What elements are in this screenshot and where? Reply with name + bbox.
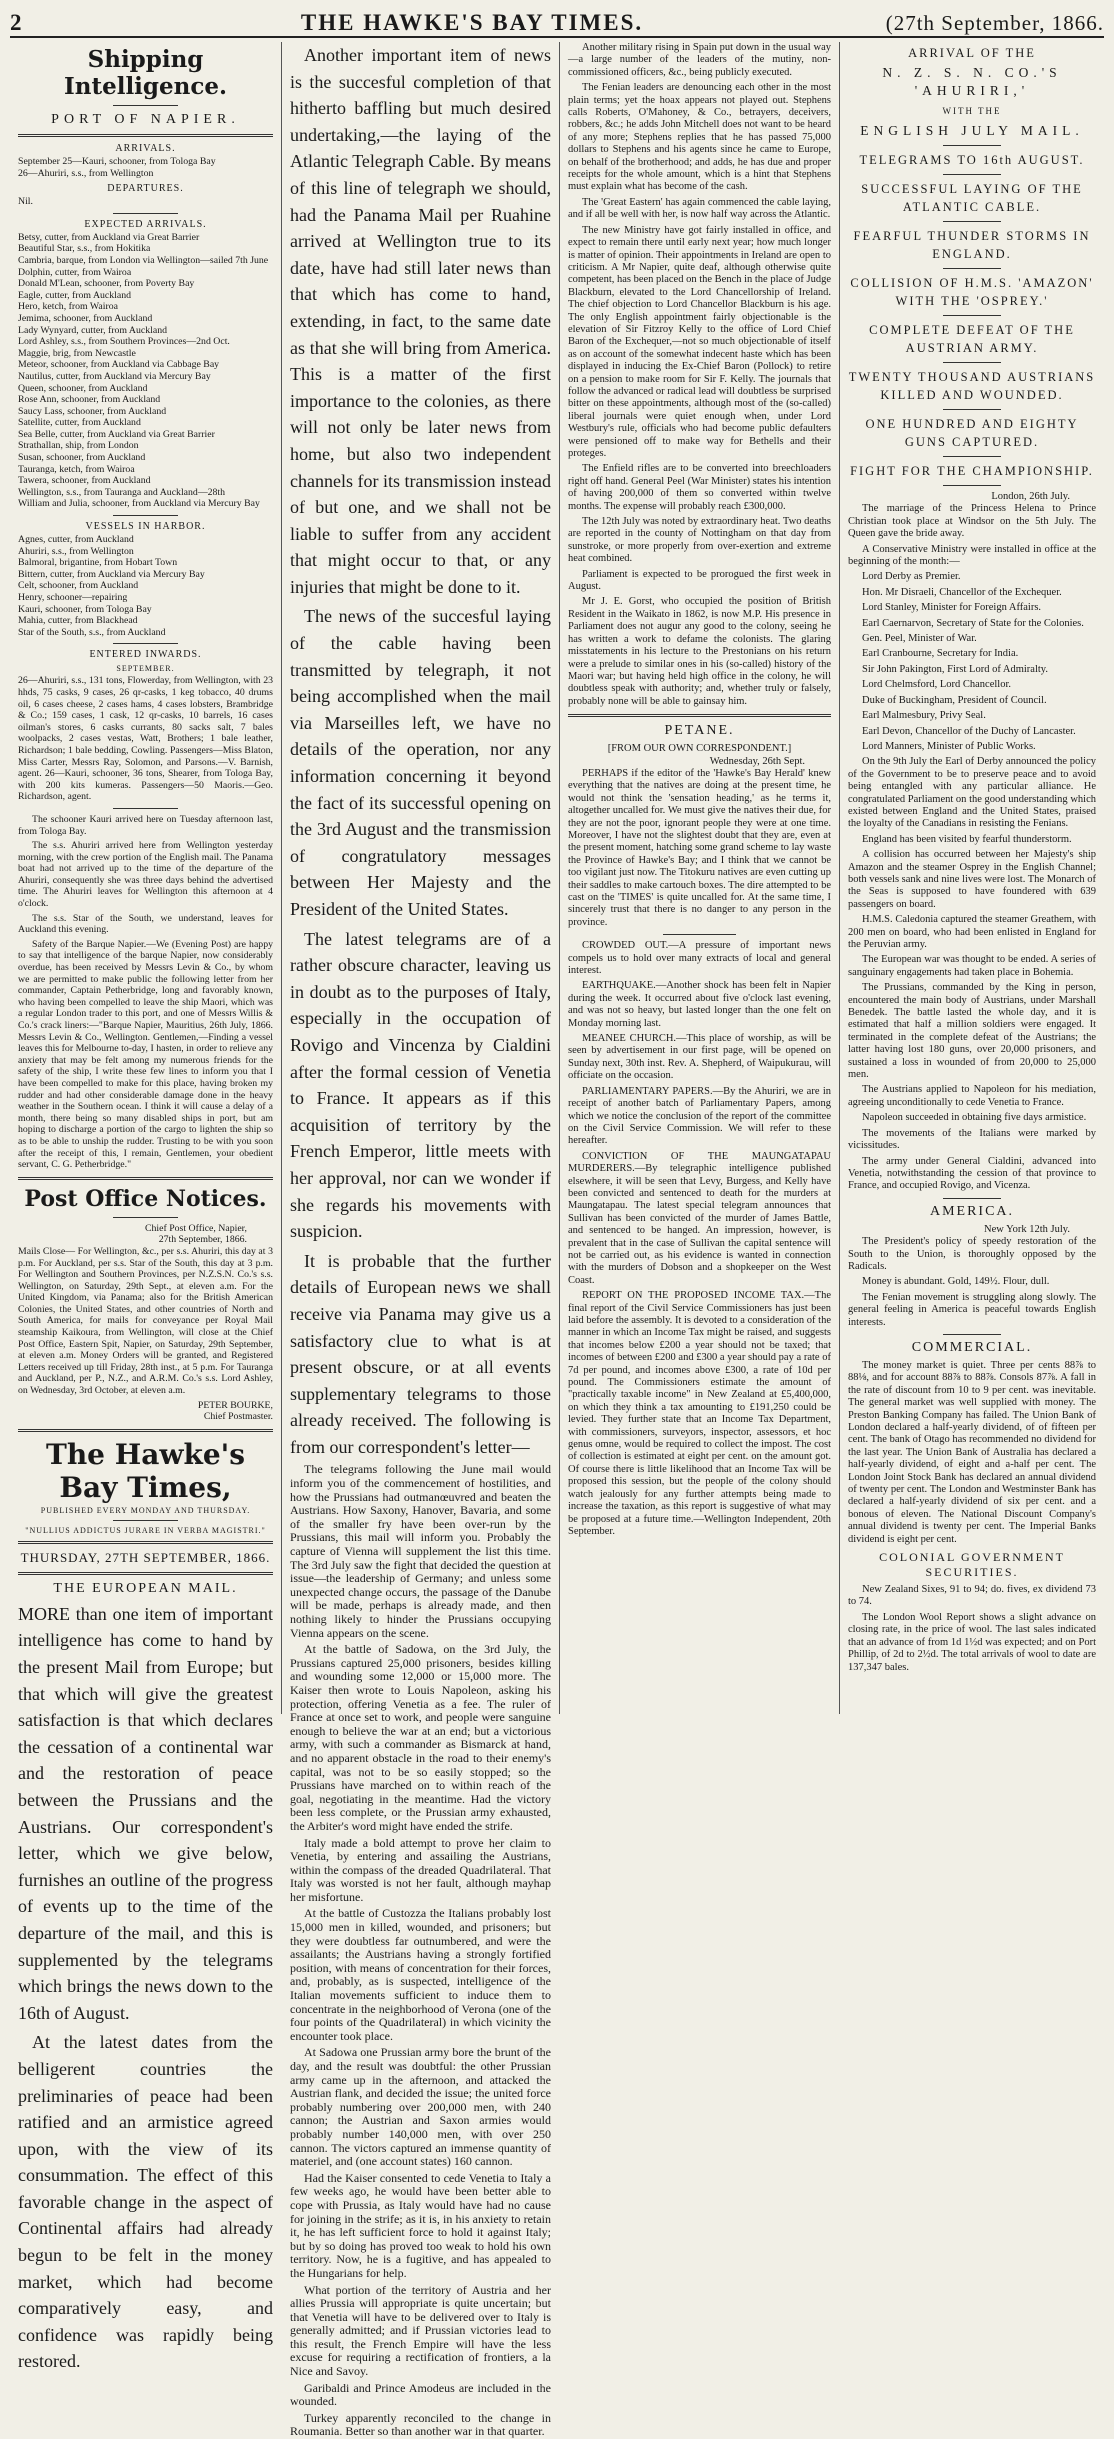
list-item: Henry, schooner—repairing xyxy=(18,592,128,603)
divider xyxy=(943,362,1001,363)
list-item: Dolphin, cutter, from Wairoa xyxy=(18,266,132,278)
post-office-location: Chief Post Office, Napier, xyxy=(145,1222,247,1234)
post-office-date: 27th September, 1866. xyxy=(158,1234,247,1246)
divider xyxy=(943,315,1001,316)
list-item: Satellite, cutter, from Auckland xyxy=(18,417,141,429)
editorial-title: THE EUROPEAN MAIL. xyxy=(53,1580,238,1596)
divider xyxy=(943,456,1001,457)
news-paragraph: Earl Caernarvon, Secretary of State for the Colonies. xyxy=(862,617,1084,629)
editorial-paragraph: It is probable that the further details of European news we shall receive via Panama may give us a satisfactory clue to what is at present obscure, or at all events supplementary telegrams to those already received. The following is from our correspondent's letter— xyxy=(290,1250,551,1457)
divider xyxy=(943,145,1001,146)
note-paragraph: The s.s. Ahuriri arrived here from Wellington yesterday morning, with the crew portion of the English mail. The Panama boat had not arrived up to the time of the departure of the Ahuriri, consequently she was three days behind the advertised time. The Ahuriri leaves for Wellington this afternoon at 4 o'clock. xyxy=(18,840,273,910)
list-item: Beautiful Star, s.s., from Hokitika xyxy=(18,243,151,255)
mail-heading: FEARFUL THUNDER STORMS IN ENGLAND. xyxy=(853,229,1091,261)
news-paragraph: The Prussians, commanded by the King in person, encountered the main body of Austrians, under Marshall Benedek. The battle lasted the whole day, and it is estimated that half a million soldiers were engaged. It terminated in the complete defeat of the Austrians; the latter having lost 180 guns, over 20,000 prisoners, and sustained a loss in wounded of from 20,000 to 25,000 men. xyxy=(848,982,1096,1081)
divider xyxy=(113,1520,178,1521)
divider xyxy=(18,1572,273,1575)
note-paragraph: The schooner Kauri arrived here on Tuesday afternoon last, from Tologa Bay. xyxy=(18,813,273,837)
letter-paragraph: At Sadowa one Prussian army bore the brunt of the day, and the result was doubtful: the other Prussian army came up in the afternoon, and attacked the Austrian flank, and decided the issue; the united force probably numbering over 200,000 men, with 240 cannon; the Austrian and Saxon armies would probably number 140,000 men, with over 250 cannon. The victors captured an immense quantity of materiel, and (one account states) 160 cannon. xyxy=(290,2045,551,2169)
list-item: Eagle, cutter, from Auckland xyxy=(18,289,132,301)
entered-heading: ENTERED INWARDS. xyxy=(89,649,202,661)
list-item: Wellington, s.s., from Tauranga and Auckland—28th xyxy=(18,486,226,498)
list-item: Celt, schooner, from Auckland xyxy=(18,580,139,592)
list-item: Strathallan, ship, from London xyxy=(18,440,139,452)
mail-heading: ARRIVAL OF THE xyxy=(908,46,1036,60)
mail-heading: COLLISION OF H.M.S. 'AMAZON' WITH THE 'OSPREY.' xyxy=(850,276,1094,308)
news-paragraph: The marriage of the Princess Helena to Prince Christian took place at Windsor on the 5th July. The Queen gave the bride away. xyxy=(848,503,1096,540)
letter-paragraph: Italy made a bold attempt to prove her claim to Venetia, by entering and assailing the Austrians, within the compass of the dreaded Quadrilateral. That Italy was worsted is not her fault, although mayhap her misfortune. xyxy=(290,1835,551,1904)
news-paragraph: H.M.S. Caledonia captured the steamer Greathem, with 200 men on board, who had been enlisted in England for the Peruvian army. xyxy=(848,914,1096,950)
news-paragraph: The new Ministry have got fairly installed in office, and expect to remain there until early next year; how much longer is matter of opinion. Their appointments in Ireland are open to criticism. A Mr Napier, quite deaf, although otherwise quite competent, has been placed on the Bench in the place of Judge Blackburn, elevated to the Lord Chancellorship of Ireland. The chief objection to Lord Chancellor Blackburn is his age. The only English appointment fairly objectionable is the elevation of Sir Fitzroy Kelly to the office of Lord Chief Baron of the Exchequer,—not so much objectionable of itself as on account of the somewhat indecent haste which has been displayed in inducing the Ex-Chief Baron (Pollock) to retire on a pension to make room for Sir F. Kelly. The journals that follow the advanced or radical lead will doubtless be surprised bitter on these appointments, although most of the (so-called) liberal journals were quiet enough when, under Lord Westbury's rule, officials who had become public defaulters were pensioned off to make way for Bethells and their proteges. xyxy=(568,224,831,459)
arrivals-heading: ARRIVALS. xyxy=(115,143,176,154)
entered-text: 26—Ahuriri, s.s., 131 tons, Flowerday, from Wellington, with 23 hhds, 75 casks, 9 cases, 26 qr-casks, 1 keg tobacco, 40 drums oil, 6 cases cheese, 2 cases hams, 4 cases lobsters, Brambridge & Co.; 159 cases, 1 cask, 12 qr-casks, 10 barrels, 16 cases oilman's stores, 6 casks currants, 80 sacks salt, 7 bales woolpacks, 2 cases vestas, Watt, Brothers; 1 bale leather, Richardson; 1 bale bedding, Cowling. Passengers—Miss Blaton, Miss Carter, Messrs Ray, Solomon, and Parsons.—V. Barnish, agent. 26—Kauri, schooner, 36 tons, Shearer, from Tologa Bay, with 200 kits kumeras. Passengers—50 Maoris.—Geo. Richardson, agent. xyxy=(18,675,273,803)
shipping-heading: Shipping Intelligence. xyxy=(63,46,228,100)
list-item: Betsy, cutter, from Auckland via Great Barrier xyxy=(18,231,200,243)
divider xyxy=(113,643,178,644)
list-item: Jemima, schooner, from Auckland xyxy=(18,312,153,324)
list-item: Lady Wynyard, cutter, from Auckland xyxy=(18,324,168,336)
mail-heading: TWENTY THOUSAND AUSTRIANS KILLED AND WOUNDED. xyxy=(848,370,1096,402)
letter-paragraph: Turkey apparently reconciled to the change in Roumania. Better so than another war in that quarter. xyxy=(290,2410,551,2439)
news-paragraph: Parliament is expected to be prorogued the first week in August. xyxy=(568,568,831,593)
news-paragraph: Lord Stanley, Minister for Foreign Affairs. xyxy=(862,602,1042,614)
editorial-paragraph: Another important item of news is the succesful completion of that hitherto baffling but much desired undertaking,—the laying of the Atlantic Telegraph Cable. By means of this line of telegraph we should, had the Panama Mail per Ruahine arrived at Wellington true to its date, have had still later news than that which has come to hand, extending, in fact, to the same date as that she will bring from America. This is a matter of the first importance to the colonies, as there will not only be later news from home, but also two independent channels for its transmission instead of but one, and we shall not be liable to suffer from any accident that might occur to that, or any injuries that might be done to it. xyxy=(290,45,551,597)
list-item: Donald M'Lean, schooner, from Poverty Bay xyxy=(18,278,195,290)
port-heading: PORT OF NAPIER. xyxy=(51,112,240,127)
divider xyxy=(943,174,1001,175)
mail-heading: SUCCESSFUL LAYING OF THE ATLANTIC CABLE. xyxy=(861,182,1083,214)
local-paragraph: PARLIAMENTARY PAPERS.—By the Ahuriri, we are in receipt of another batch of Parliamentary Papers, among which we notice the conclusion of the report of the committee on the Civil Service Commission. We will refer to these hereafter. xyxy=(568,1085,831,1147)
list-item: Saucy Lass, schooner, from Auckland xyxy=(18,405,167,417)
america-date: New York 12th July. xyxy=(984,1223,1070,1235)
list-item: Star of the South, s.s., from Auckland xyxy=(18,626,166,638)
list-item: Tawera, schooner, from Auckland xyxy=(18,475,151,487)
news-paragraph: The European war was thought to be ended. A series of sanguinary engagements had taken place in Bohemia. xyxy=(848,954,1096,978)
local-paragraph: EARTHQUAKE.—Another shock has been felt in Napier during the week. It occurred about five o'clock last evening, and was not so heavy, but lasted longer than the one felt on Monday morning last. xyxy=(568,980,831,1029)
commercial-heading: COMMERCIAL. xyxy=(911,1339,1033,1355)
masthead xyxy=(10,4,1104,38)
news-paragraph: Money is abundant. Gold, 149½. Flour, dull. xyxy=(862,1276,1050,1288)
departures-value: Nil. xyxy=(18,196,33,208)
column-2 xyxy=(282,42,560,2439)
list-item: Tauranga, ketch, from Wairoa xyxy=(18,463,135,475)
divider xyxy=(18,1541,273,1544)
news-paragraph: A Conservative Ministry were installed in office at the beginning of the month:— xyxy=(848,543,1096,568)
column-4 xyxy=(840,42,1104,1714)
mail-heading: FIGHT FOR THE CHAMPIONSHIP. xyxy=(850,464,1094,478)
arrivals-list xyxy=(18,156,273,179)
list-item: Cambria, barque, from London via Wellington—sailed 7th June xyxy=(18,254,269,266)
america-news xyxy=(848,1236,1096,1329)
divider xyxy=(943,1334,1001,1335)
paper-title: The Hawke's Bay Times, xyxy=(45,1437,245,1504)
local-news xyxy=(568,940,831,1538)
list-item: Nautilus, cutter, from Auckland via Mercury Bay xyxy=(18,370,211,382)
news-paragraph: The Austrians applied to Napoleon for his mediation, agreeing unconditionally to cede Venetia to France. xyxy=(848,1084,1096,1108)
news-paragraph: Earl Malmesbury, Privy Seal. xyxy=(862,710,986,722)
news-paragraph: The 12th July was noted by extraordinary heat. Two deaths are reported in the county of Nottingham on that day from sunstroke, or more properly from over-exertion and extreme heat combined. xyxy=(568,516,831,565)
list-item: Lord Ashley, s.s., from Southern Provinces—2nd Oct. xyxy=(18,336,230,348)
news-paragraph: The Enfield rifles are to be converted into breechloaders right off hand. General Peel (War Minister) states his intention of having 200,000 of them so converted within twelve months. The expense will probably reach £300,000. xyxy=(568,463,831,512)
paper-dateline: THURSDAY, 27TH SEPTEMBER, 1866. xyxy=(20,1549,271,1565)
letter-paragraph: Garibaldi and Prince Amodeus are included in the wounded. xyxy=(290,2380,551,2409)
letter-paragraph: At the battle of Sadowa, on the 3rd July, the Prussians captured 25,000 prisoners, besides killing and wounding some 12,000 or 15,000 more. The Kaiser then wrote to Louis Napoleon, asking his protection, offering Venetia as a fee. The ruler of France at once set to work, and people were sanguine enough to believe the war at an end; but a victorious army, with such a commander as Bismarck at hand, and no apparent obstacle in the road to their enemy's capital, was not to be so easily stopped; so the Prussians have marched on to within reach of the goal, negotiating in the meantime. Had the victory been less complete, or the Prussian army exhausted, the Arbiter's word might have ended the strife. xyxy=(290,1642,551,1833)
list-item: Agnes, cutter, from Auckland xyxy=(18,534,134,546)
news-paragraph: Lord Manners, Minister of Public Works. xyxy=(862,740,1036,752)
harbour-heading: VESSELS IN HARBOR. xyxy=(85,521,206,533)
commercial-text: The money market is quiet. Three per cents 88⅞ to 88⅛, and for account 88⅞ to 88⅞. Consols 87⅞. A fall in the rate of discount from 10 to 9 per cent. was inevitable. The general market was well supplied with money. The Preston Banking Company has failed. The Union Bank of London declared a half-yearly dividend, of of fifteen per cent. The bank of Otago has recommended no dividend for the last year. The Union Bank of Australia has declared a half-yearly dividend, of eight and a-half per cent. The London Joint Stock Bank has declared an annual dividend of twenty per cent. The London and Westminster Bank has declared a half-yearly dividend of six per cent. and a bonous of eleven. The National Discount Company's annual dividend is twenty per cent. The Imperial Banks dividend is eight per cent. xyxy=(848,1359,1096,1545)
editorial-paragraph: MORE than one item of important intelligence has come to hand by the present Mail from Europe; but that which will give the greatest satisfaction is that which declares the cessation of a continental war and the restoration of peace between the Prussians and the Austrians. Our correspondent's letter, which we give below, furnishes an outline of the progress of events up to the time of the departure of the mail, and this is supplemented by the telegrams which brings the news down to the 16th of August. xyxy=(18,1603,273,2023)
news-paragraph: Lord Derby as Premier. xyxy=(862,571,961,583)
news-paragraph: The Fenian leaders are denouncing each other in the most plain terms; yet the hoax appears not played out. Stephens calls Roberts, O'Mahoney, & Co., betrayers, deceivers, robbers, &c.; he adds John Mitchell does not want to be heard of any more; Stephens replies that he has passed 75,000 dollars to Stephens and his agents since he came to Europe, on behalf of the brotherhood; and adds, he has due and proper receipts for the whole amount, which is a hint that Stephens must explain what has become of the cash. xyxy=(568,82,831,193)
postmaster-signature: PETER BOURKE, xyxy=(197,1399,273,1411)
mail-heading: WITH THE xyxy=(942,106,1002,116)
news-paragraphs xyxy=(568,42,831,708)
local-paragraph: CROWDED OUT.—A pressure of important news compels us to hold over many extracts of local and general interest. xyxy=(568,940,831,977)
list-item: Sea Belle, cutter, from Auckland via Great Barrier xyxy=(18,428,215,440)
news-paragraph: Another military rising in Spain put down in the usual way—a large number of the leaders of the mutiny, non-commissioned officers, &c., being publicly executed. xyxy=(568,42,831,78)
letter-paragraph: At the battle of Custozza the Italians probably lost 15,000 men in killed, wounded, and prisoners; but they were doubtless far outnumbered, and were the assailants; the Austrians having a strongly fortified position, with means of concentration for their forces, and, probably, as is suspected, intelligence of the Italian movements sufficient to induce them to concentrate in the neighborhood of Verona (one of the four points of the Quadrilateral) in which vicinity the encounter took place. xyxy=(290,1906,551,2043)
local-paragraph: CONVICTION OF THE MAUNGATAPAU MURDERERS.—By telegraphic intelligence published elsewhere, it will be seen that Levy, Burgess, and Kelly have been convicted and sentenced to death for the murders at Maungatapau. The latest special telegram announces that Sullivan has been convicted of the murder of James Battle, and sentenced to be hanged. An impression, however, is prevalent that in the case of Sullivan the capital sentence will not be carried out, as his evidence is wanted in connection with the murders of Dobson and a shopkeeper on the West Coast. xyxy=(568,1150,831,1286)
news-paragraph: Earl Cranbourne, Secretary for India. xyxy=(862,648,1019,660)
news-paragraph: Lord Chelmsford, Lord Chancellor. xyxy=(862,679,1012,691)
list-item: Balmoral, brigantine, from Hobart Town xyxy=(18,557,178,569)
harbour-list xyxy=(18,534,273,638)
column-1 xyxy=(10,42,282,2372)
list-item: Maggie, brig, from Newcastle xyxy=(18,347,136,359)
divider xyxy=(568,714,831,717)
shipping-notes xyxy=(18,814,273,1171)
list-item: Bittern, cutter, from Auckland via Mercury Bay xyxy=(18,568,205,580)
mail-heading: COMPLETE DEFEAT OF THE AUSTRIAN ARMY. xyxy=(869,323,1075,355)
news-paragraph: Gen. Peel, Minister of War. xyxy=(862,633,977,645)
list-item: William and Julia, schooner, from Auckland via Mercury Bay xyxy=(18,498,260,510)
securities-heading: COLONIAL GOVERNMENT SECURITIES. xyxy=(879,1550,1065,1580)
divider xyxy=(943,1198,1001,1199)
securities-text: New Zealand Sixes, 91 to 94; do. fives, ex dividend 73 to 74. xyxy=(848,1584,1096,1608)
divider xyxy=(113,808,178,809)
local-paragraph: MEANEE CHURCH.—This place of worship, as will be seen by advertisement in our first page, will be opened on Sunday next, 30th inst. Rev. A. Shepherd, of Waipukurau, will officiate on the occasion. xyxy=(568,1033,831,1082)
divider xyxy=(943,485,1001,486)
correspondent-letter xyxy=(290,1463,551,2439)
divider xyxy=(18,134,273,137)
news-paragraph: England has been visited by fearful thunderstorm. xyxy=(862,833,1072,845)
divider xyxy=(663,934,736,935)
petane-byline: [FROM OUR OWN CORRESPONDENT.] xyxy=(607,743,792,755)
news-paragraph: Duke of Buckingham, President of Council. xyxy=(862,694,1047,706)
news-paragraph: Sir John Pakington, First Lord of Admiralty. xyxy=(862,663,1048,675)
list-item: September 25—Kauri, schooner, from Tologa Bay xyxy=(18,156,216,167)
newspaper-title: THE HAWKE'S BAY TIMES. xyxy=(300,10,644,35)
divider xyxy=(943,268,1001,269)
news-paragraph: Earl Devon, Chancellor of the Duchy of Lancaster. xyxy=(862,725,1076,737)
expected-list xyxy=(18,232,273,510)
paper-motto: "NULLIUS ADDICTUS JURARE IN VERBA MAGISTRI." xyxy=(25,1525,266,1535)
divider xyxy=(113,213,178,214)
masthead-date: (27th September, 1866. xyxy=(885,11,1104,35)
news-paragraph: The army under General Cialdini, advanced into Venetia, notwithstanding the cession of that province to France, and occupied Rovigo, and Vicenza. xyxy=(848,1155,1096,1192)
america-heading: AMERICA. xyxy=(929,1203,1015,1219)
postmaster-title: Chief Postmaster. xyxy=(203,1411,273,1423)
news-paragraph: The Fenian movement is struggling along slowly. The general feeling in America is peaceful towards English interests. xyxy=(848,1291,1096,1328)
list-item: Meteor, schooner, from Auckland via Cabbage Bay xyxy=(18,359,220,371)
letter-paragraph: The telegrams following the June mail would inform you of the commencement of hostilities, and how the Prussians had outmanœuvred and beaten the Austrians. How Saxony, Hanover, Bavaria, and some of the smaller fry have been over-run by the Prussians, this mail will inform you. Probably the capture of Vienna will supplement the list this time. The 3rd July saw the fight that decided the question at issue—the leadership of Germany; and unless some unexpected change occurs, the passage of the Danube will be made, perhaps is already made, and then nothing likely to hinder the Prussians occupying Vienna appears on the scene. xyxy=(290,1462,551,1640)
entered-month: SEPTEMBER. xyxy=(116,664,175,674)
petane-heading: PETANE. xyxy=(664,723,735,739)
divider xyxy=(18,1429,273,1432)
divider xyxy=(943,221,1001,222)
london-news xyxy=(848,503,1096,1192)
list-item: Kauri, schooner, from Tologa Bay xyxy=(18,603,152,615)
note-paragraph: The s.s. Star of the South, we understand, leaves for Auckland this evening. xyxy=(18,912,273,936)
note-paragraph: Safety of the Barque Napier.—We (Evening Post) are happy to say that intelligence of the barque Napier, now considerably overdue, has been received by Messrs Levin & Co., by whom we are permitted to make public the following letter from her commander, Captain Petherbridge, long and favorably known, who having been compelled to leave the ship Maori, which was a regular London trader to this port, and one of Messrs Willis & Co.'s crack liners:—"Barque Napier, Mauritius, 26th July, 1866. Messrs Levin & Co., Wellington. Gentlemen,—Finding a vessel leaves this for Melbourne to-day, I hasten, in order to relieve any anxiety that may be felt among my numerous friends for the safety of the ship, I write these few lines to inform you that I have been compelled to make for this place, having broken my rudder and had other considerable damage done in the heavy weather in the Southern ocean. I think it will cause a delay of a month, there being so many disabled ships in port, but am hoping to discharge a portion of the cargo to lighten the ship so as to be able to unship the rudder. Trusting to be with you soon after the receipt of this, I remain, Gentlemen, your obedient servant, C. G. Petherbridge." xyxy=(18,938,273,1171)
divider xyxy=(18,1177,273,1180)
mail-heading: ONE HUNDRED AND EIGHTY GUNS CAPTURED. xyxy=(865,417,1079,449)
editorial-paragraph: The news of the succesful laying of the cable having been transmitted by telegraph, it not being accomplished when the mail via Marseilles left, we have no details of the operation, nor any information concerning it beyond the fact of its successful opening on the 3rd August and the transmission of congratulatory messages between Her Majesty and the President of the United States. xyxy=(290,606,551,919)
news-paragraph: The 'Great Eastern' has again commenced the cable laying, and if all be well with her, is now half way across the Atlantic. xyxy=(568,196,831,221)
news-paragraph: A collision has occurred between her Majesty's ship Amazon and the steamer Osprey in the English Channel; both vessels sank and nine lives were lost. The Monarch of the Seas is supposed to have foundered with 639 passengers on board. xyxy=(848,849,1096,910)
news-paragraph: The President's policy of speedy restoration of the South to the Union, is thoroughly opposed by the Radicals. xyxy=(848,1236,1096,1272)
column-3 xyxy=(560,42,840,1714)
divider xyxy=(113,1217,178,1218)
divider xyxy=(113,515,178,516)
list-item: Susan, schooner, from Auckland xyxy=(18,452,146,464)
list-item: Ahuriri, s.s., from Wellington xyxy=(18,545,134,557)
news-paragraph: The movements of the Italians were marked by vicissitudes. xyxy=(848,1127,1096,1152)
departures-heading: DEPARTURES. xyxy=(107,183,184,195)
petane-date: Wednesday, 26th Sept. xyxy=(709,755,805,767)
wool-text: The London Wool Report shows a slight advance on closing rate, in the price of wool. The last sales indicated that an advance of from 1d 1½d was expected; and on Port Phillip, of 2d to 2½d. The total arrivals of wool to date are 137,347 bales. xyxy=(848,1611,1096,1673)
list-item: 26—Ahuriri, s.s., from Wellington xyxy=(18,167,154,179)
list-item: Queen, schooner, from Auckland xyxy=(18,382,148,394)
columns xyxy=(10,42,1104,2439)
list-item: Hero, ketch, from Wairoa xyxy=(18,301,118,313)
news-paragraph: Napoleon succeeded in obtaining five days armistice. xyxy=(862,1112,1087,1124)
list-item: Rose Ann, schooner, from Auckland xyxy=(18,394,161,406)
letter-paragraph: What portion of the territory of Austria and her allies Prussia will appropriate is quite uncertain; but that Venetia will have to be delivered over to Italy is generally admitted; and if Prussian victories lead to this result, the French Empire will have the less excuse for requiring a rectification of frontiers, a la Nice and Savoy. xyxy=(290,2282,551,2379)
paper-subtitle: PUBLISHED EVERY MONDAY AND THURSDAY. xyxy=(40,1505,251,1515)
petane-text: PERHAPS if the editor of the 'Hawke's Bay Herald' knew everything that the natives are doing at the present time, he would not think the 'sensation heading,' as he terms it, altogether uncalled for. We must give the natives their due, for they are not the poor, ignorant people they were at one time. Moreover, I have not the slightest doubt that they are, even at the present moment, hatching some grand scheme to lay waste the Province of Hawke's Bay; and I think that we cannot be too vigilant just now. The Titokuru natives are even cutting up their saddles to make cartouch boxes. The dire attempted to be cast on the 'TIMES' is quite uncalled for. At the same time, I sincerely trust that there is no danger to any person in the province. xyxy=(568,767,831,928)
editorial-paragraph: The latest telegrams are of a rather obscure character, leaving us in doubt as to the purposes of Italy, especially in the occupation of Rovigo and Vincenza by Cialdini after the formal cession of Venetia to France. It appears as if this acquisition of territory by the French Emperor, little meets with her approval, nor can we wonder if she regards his movements with suspicion. xyxy=(290,928,551,1242)
news-paragraph: On the 9th July the Earl of Derby announced the policy of the Government to be to preserve peace and to avoid being entangled with any particular alliance. He congratulated Parliament on the good understanding which existed between England and the United States, praised the loyalty of the Canadians in resisting the Fenians. xyxy=(848,756,1096,830)
mail-heading: TELEGRAMS TO 16th AUGUST. xyxy=(859,153,1085,167)
page-number: 2 xyxy=(10,10,23,35)
editorial-paragraph: At the latest dates from the belligerent countries the preliminaries of peace had been ratified and an armistice agreed upon, with the view of its consummation. The effect of this favorable change in the aspect of Continental affairs had already begun to be felt in the money market, which had become comparatively easy, and confidence was rapidly being restored. xyxy=(18,2032,273,2372)
divider xyxy=(113,105,178,106)
expected-heading: EXPECTED ARRIVALS. xyxy=(84,218,207,230)
letter-paragraph: Had the Kaiser consented to cede Venetia to Italy a few weeks ago, he would have been better able to cope with Prussia, as Italy would have had no cause for joining in the strife; as it is, in his anxiety to retain it, he has left sufficient force to hold it against Italy; but by so doing has proved too weak to hold his own territory. Now, he is a fugitive, and has appealed to the Hungarians for help. xyxy=(290,2170,551,2280)
news-paragraph: Hon. Mr Disraeli, Chancellor of the Exchequer. xyxy=(862,586,1062,598)
london-date: London, 26th July. xyxy=(991,491,1070,502)
mail-heading: N. Z. S. N. CO.'S 'AHURIRI,' xyxy=(882,65,1062,98)
local-paragraph: REPORT ON THE PROPOSED INCOME TAX.—The final report of the Civil Service Commissioners has just been laid before the assembly. It is devoted to a consideration of the manner in which an Income Tax might be raised, and suggests that incomes below £200 a year should not be taxed; that incomes of between £200 and £300 a year should pay a rate of 7d per pound, and incomes above £300, a rate of 10d per pound. The Commissioners estimate the amount of "practically taxable income" in New Zealand at £5,400,000, on which they think a tax amounting to £191,250 could be levied. They further state that an Income Tax Department, with commissioners, surveyors, inspector, assessors, et hoc genus omne, would be required to collect the impost. The cost of collection is estimated at eight per cent. on the amount got. Of course there is little likelihood that an Income Tax will be proposed this session, but the people of the colony should watch jealously for any further attempts being made to increase the taxation, as this report is suggestive of what may be proposed at a future time.—Wellington Independent, 20th September. xyxy=(568,1290,831,1537)
post-office-body: Mails Close— For Wellington, &c., per s.s. Ahuriri, this day at 3 p.m. For Auckland, per s.s. Star of the South, this day at 3 p.m. For Wellington and Southern Provinces, per N.Z.S.N. Co.'s s.s. Wellington, on Saturday, 29th Sept., at eleven a.m. For the United Kingdom, via Panama; also for the British American Colonies, the United States, and other countries of North and South America, for mails for conveyance per Royal Mail steamship Kaikoura, from Wellington, will close at the Chief Post Office, Eastern Spit, Napier, on Saturday, 29th September, at eleven a.m. Money Orders will be granted, and Registered Letters received up till Friday, 28th inst., at 5 p.m. For Tauranga and Auckland, per P., N.Z., and A.R.M. Co.'s s.s. Lord Ashley, on Wednesday, 3rd October, at eleven a.m. xyxy=(18,1245,273,1397)
post-office-heading: Post Office Notices. xyxy=(24,1185,267,1212)
divider xyxy=(943,409,1001,410)
list-item: Mahia, cutter, from Blackhead xyxy=(18,615,138,627)
news-paragraph: Mr J. E. Gorst, who occupied the position of British Resident in the Waikato in 1862, is now M.P. His presence in Parliament does not augur any good to the colony, seeing he has written a work to defame the colonists. The glaring misstatements in his lecture to the Prestonians on his return were a prelude to similar ones in his (so-called) history of the Maori war; but having held high office in the colony, he will doubtless speak with authority; and, whether truly or falsely, probably none will be able to gainsay him. xyxy=(568,596,831,707)
mail-heading: ENGLISH JULY MAIL. xyxy=(860,123,1084,138)
